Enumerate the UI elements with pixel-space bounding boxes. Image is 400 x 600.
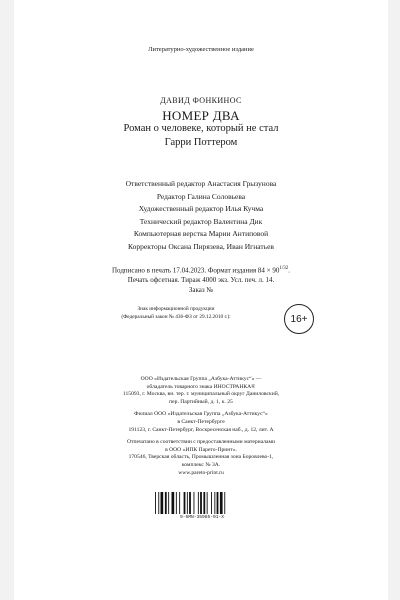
print-format-text: Подписано в печать 17.04.2023. Формат издания 84 × 90	[111, 266, 280, 275]
credit-line: Технический редактор Валентина Дик	[139, 216, 263, 226]
print-info	[14, 264, 388, 295]
publisher-line: 115093, г. Москва, вн. тер. г. муниципальный округ Даниловский,	[122, 391, 280, 398]
book-subtitle	[14, 122, 388, 150]
order-number-line: Заказ №	[188, 286, 214, 295]
author-name: ДАВИД ФОНКИНОС	[160, 96, 242, 105]
publisher-line: www.pareto-print.ru	[178, 469, 224, 476]
publisher-line: пер. Партийный, д. 1, к. 25	[169, 398, 233, 405]
barcode-icon	[154, 492, 250, 514]
publisher-line: обладатель товарного знака ИНОСТРАНКА®	[146, 383, 256, 390]
format-fraction: 1/32	[279, 266, 289, 271]
book-title: НОМЕР ДВА	[162, 108, 240, 123]
age-rating-badge: 16+	[284, 304, 314, 334]
info-mark-line: Знак информационной продукции	[137, 306, 215, 312]
subtitle-line: Роман о человеке, который не стал	[123, 123, 279, 134]
credits-list	[14, 178, 388, 254]
publisher-line: 170546, Тверская область, Промышленная зона Боровлево-1,	[128, 454, 274, 461]
imprint-page	[14, 0, 388, 600]
publisher-line: Филиал ООО «Издательская Группа „Азбука-Аттикус“»	[134, 411, 268, 418]
publisher-line: ООО «Издательская Группа „Азбука-Аттикус“» —	[140, 376, 262, 382]
info-mark-line: (Федеральный закон № 436-ФЗ от 29.12.2010 г.):	[121, 314, 231, 320]
genre-label: Литературно-художественное издание	[148, 46, 254, 53]
publisher-block	[14, 376, 388, 477]
credit-line: Корректоры Оксана Пирязева, Иван Игнатьев	[128, 241, 274, 251]
publisher-line: комплекс № 3А.	[181, 461, 221, 468]
credit-line: Художественный редактор Илья Кучма	[138, 204, 264, 214]
print-line-end: .	[288, 266, 291, 275]
publisher-line: Отпечатано в соответствии с предоставленными материалами	[127, 439, 275, 446]
credit-line: Компьютерная верстка Марии Антиповой	[133, 229, 269, 239]
credit-line: Редактор Галина Соловьева	[156, 191, 246, 201]
subtitle-line: Гарри Поттером	[164, 137, 238, 148]
publisher-line: 191123, г. Санкт-Петербург, Воскресенская наб., д. 12, лит. А	[128, 426, 274, 433]
print-line	[14, 264, 388, 275]
publisher-line: в ООО «ИПК Парето-Принт».	[165, 446, 237, 453]
publisher-line: в Санкт-Петербурге	[177, 418, 225, 425]
info-product-mark	[76, 305, 276, 321]
credit-line: Ответственный редактор Анастасия Грызунова	[125, 179, 277, 188]
isbn-number: 9-5MN-35985-01-X	[179, 515, 225, 520]
print-line: Печать офсетная. Тираж 4000 экз. Усл. печ. л. 14.	[127, 276, 275, 285]
